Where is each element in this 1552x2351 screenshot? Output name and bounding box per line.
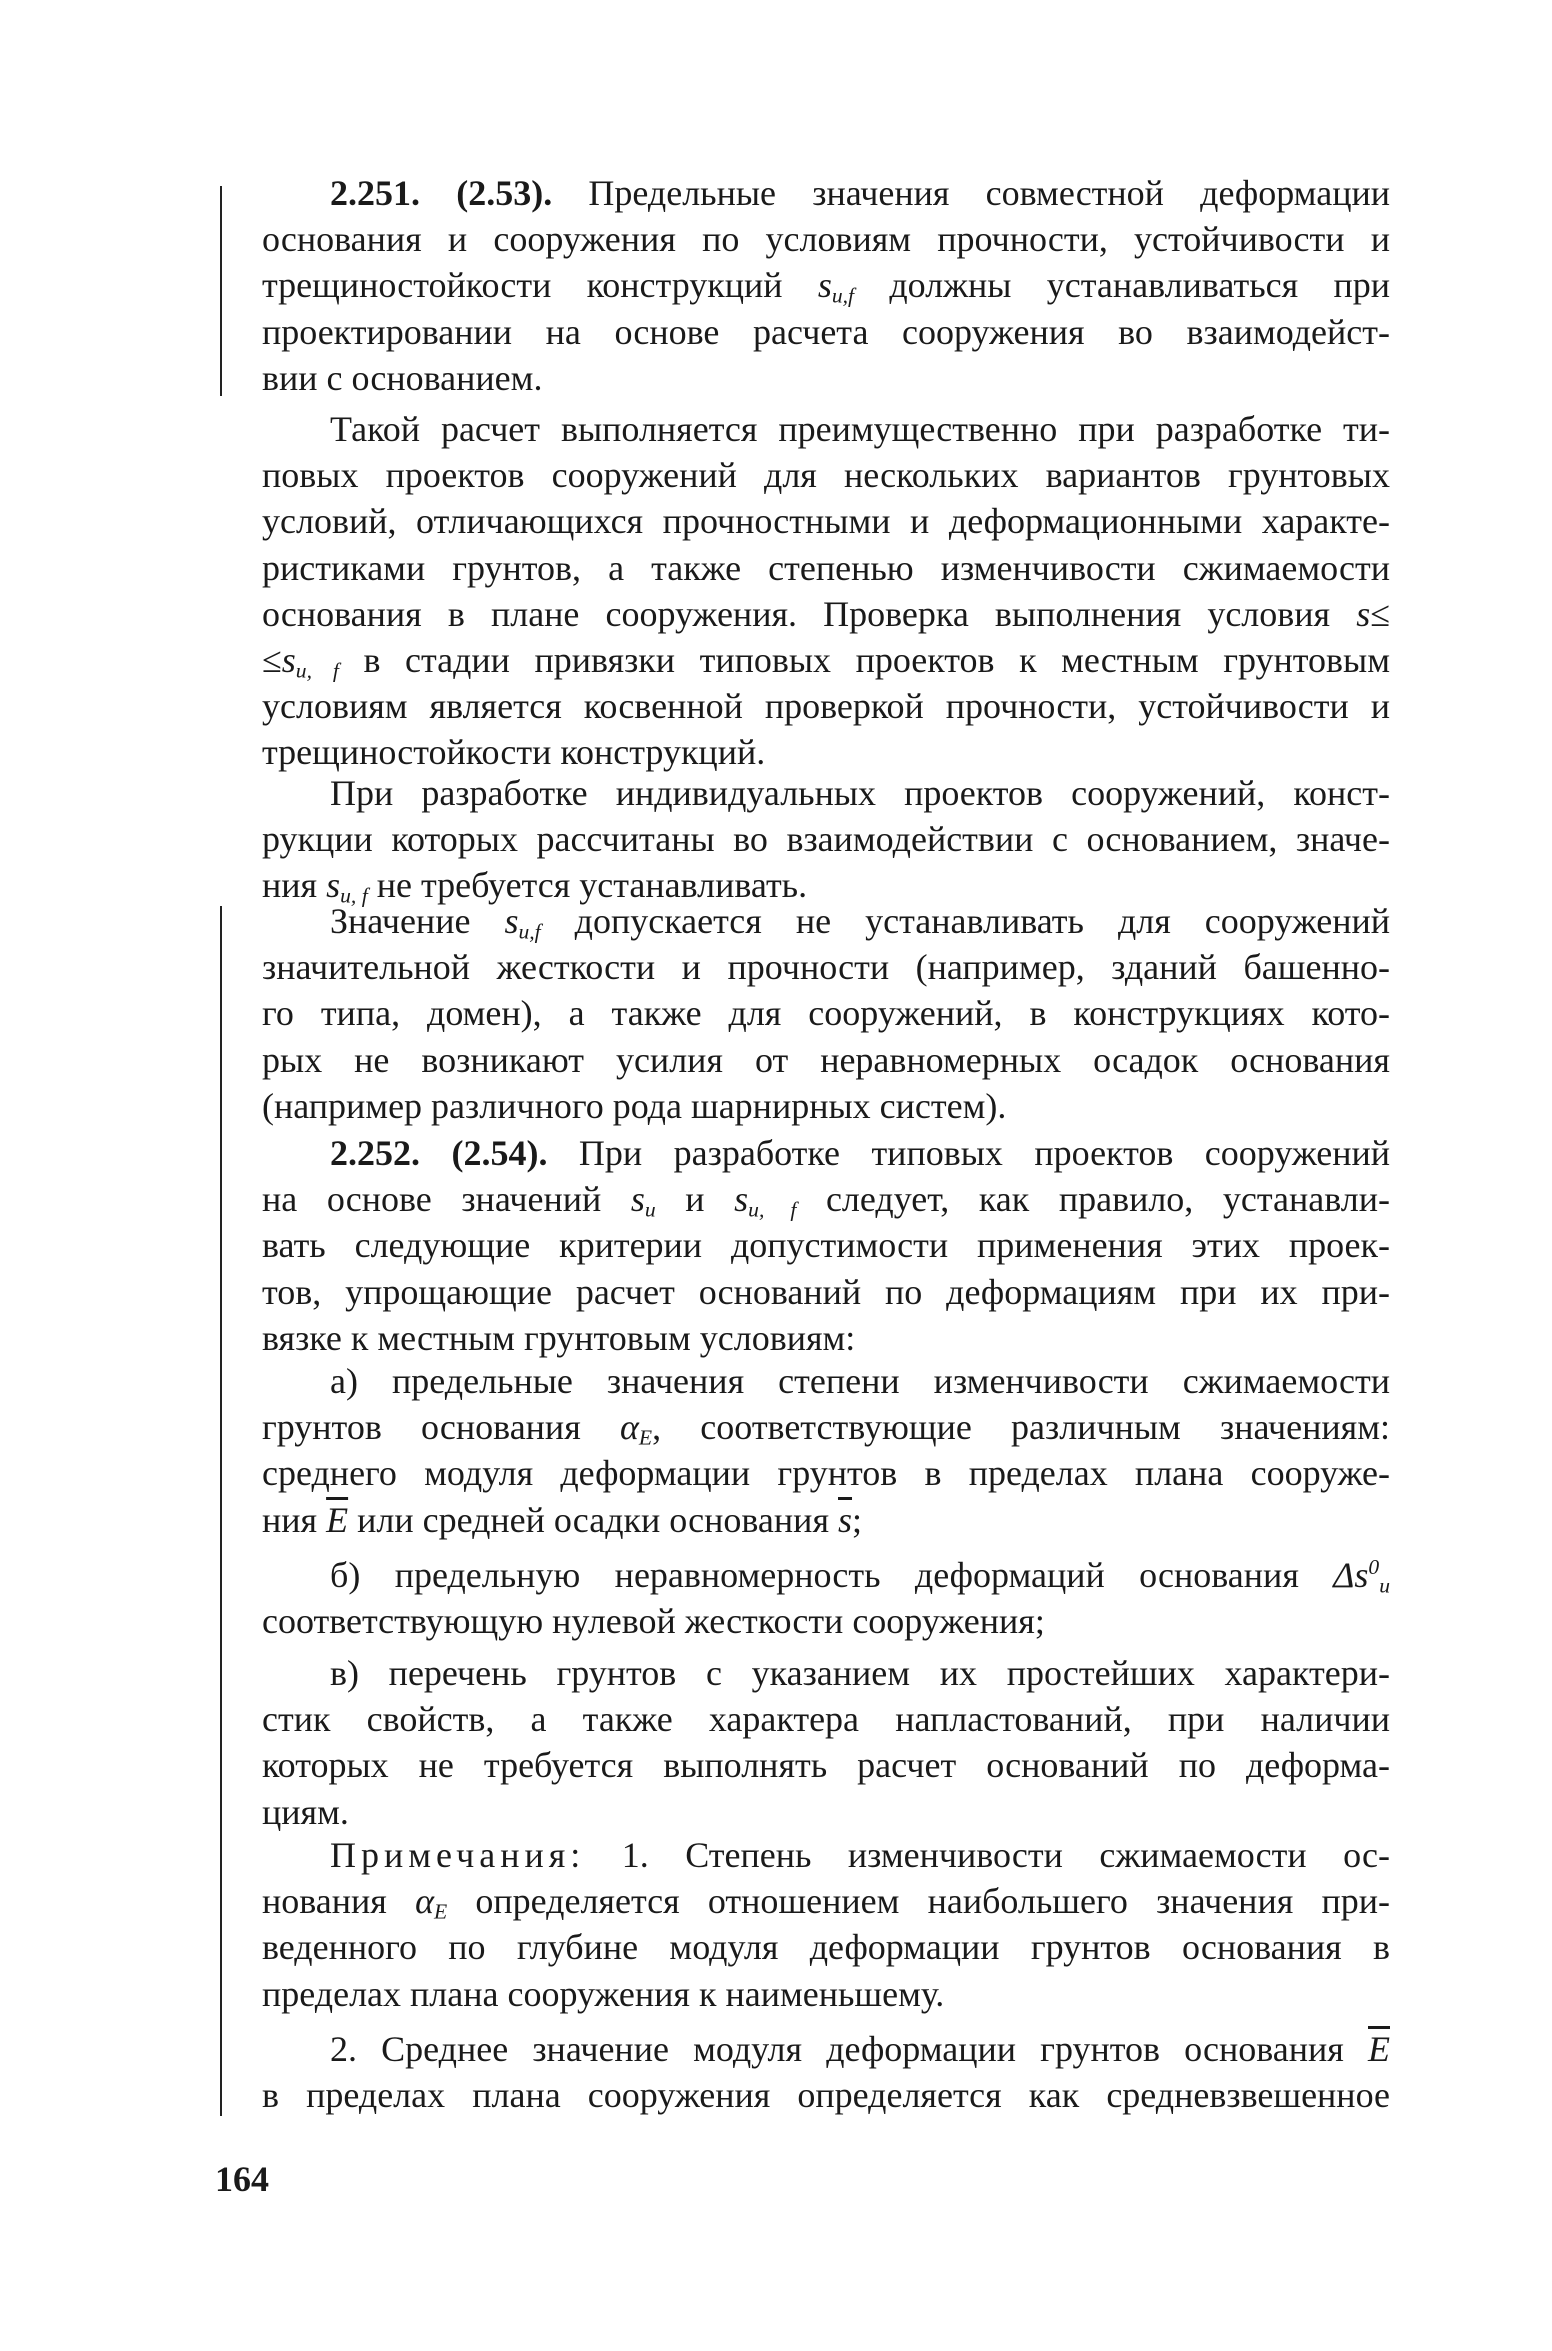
- symbol-delta-s-u-0: $\Delta s^0_u$: [1333, 1555, 1390, 1598]
- paragraph-2-252: 2.252. (2.54). При разработке типовых проектов сооружений на основе значений $s_u$ и $s_{u, f}$ следует, как правило, устанавли- вать следующие критерии допустимости применения этих проек- тов, упрощающие расчет оснований по деформациям при их при- вязке к местным грунтовым условиям:: [262, 1133, 1391, 1358]
- symbol-s-uf: $s_{u, f}$: [281, 640, 339, 683]
- list-item-a: а) предельные значения степени изменчивости сжимаемости грунтов основания $\alpha_E$, соответствующие различным значениям: среднего модуля деформации грунтов в пределах плана сооруже- ния $\overline{E}$ или средней осадки основания $\overline{s}$;: [262, 1361, 1391, 1540]
- note-1: Примечания: 1. Степень изменчивости сжимаемости ос- нования $\alpha_E$ определяется отношением наибольшего значения при- веденного по глубине модуля деформации грунтов основания в пределах плана сооружения к наименьшему.: [262, 1835, 1390, 2014]
- paragraph-typical-design: Такой расчет выполняется преимущественно при разработке ти- повых проектов сооружений для нескольких вариантов грунтовых условий, отличающихся прочностными и деформационными характе- ристиками грунтов, а также степенью изменчивости сжимаемости основания в плане сооружения. Проверка выполнения условия s≤ $\le s_{u, f}$ в стадии привязки типовых проектов к местным грунтовым условиям является косвенной проверкой прочности, устойчивости и трещиностойкости конструкций.: [262, 409, 1390, 773]
- symbol-s-u: $s_u$: [630, 1179, 656, 1222]
- symbol-s-uf: $s_{u, f}$: [734, 1179, 797, 1222]
- symbol-s-uf: $s_{u,f}$: [817, 265, 855, 308]
- symbol-s-uf: $s_{u, f}$: [326, 865, 368, 908]
- paragraph-value-exception: Значение $s_{u,f}$ допускается не устанавливать для сооружений значительной жесткости и прочности (например, зданий башенно- го типа, домен), а также для сооружений, в конструкциях кото- рых не возникают усилия от неравномерных осадок основания (например различного рода шарнирных систем).: [262, 901, 1390, 1126]
- change-bar: [220, 186, 222, 396]
- symbol-s-bar: $\overline{s}$: [838, 1499, 853, 1540]
- symbol-e-bar: $\overline{E}$: [1368, 2029, 1390, 2069]
- symbol-alpha-e: $\alpha_E$: [415, 1881, 448, 1924]
- section-number: 2.251. (2.53).: [330, 173, 553, 213]
- note-2: 2. Среднее значение модуля деформации грунтов основания $\overline{E}$ в пределах плана сооружения определяется как средневзвешенное: [262, 2029, 1390, 2116]
- section-number: 2.252. (2.54).: [330, 1133, 548, 1173]
- symbol-s-uf: $s_{u,f}$: [504, 901, 541, 944]
- notes-label: Примечания:: [330, 1835, 586, 1875]
- list-item-c: в) перечень грунтов с указанием их простейших характери- стик свойств, а также характера напластований, при наличии которых не требуется выполнять расчет оснований по деформа- циям.: [262, 1653, 1390, 1832]
- paragraph-individual-design: При разработке индивидуальных проектов сооружений, конст- рукции которых рассчитаны во взаимодействии с основанием, значе- ния $s_{u, f}$ не требуется устанавливать.: [262, 773, 1390, 908]
- symbol-alpha-e: $\alpha_E$: [619, 1407, 653, 1450]
- list-item-b: б) предельную неравномерность деформаций основания $\Delta s^0_u$ соответствующую нулевой жесткости сооружения;: [262, 1555, 1390, 1642]
- symbol-s: s: [1356, 593, 1371, 634]
- change-bar: [220, 906, 222, 2116]
- page-number: 164: [215, 2159, 269, 2199]
- symbol-e-bar: $\overline{E}$: [326, 1499, 349, 1540]
- paragraph-2-251: 2.251. (2.53). Предельные значения совместной деформации основания и сооружения по условиям прочности, устойчивости и трещиностойкости конструкций $s_{u,f}$ должны устанавливаться при проектировании на основе расчета сооружения во взаимодейст- вии с основанием.: [262, 173, 1390, 398]
